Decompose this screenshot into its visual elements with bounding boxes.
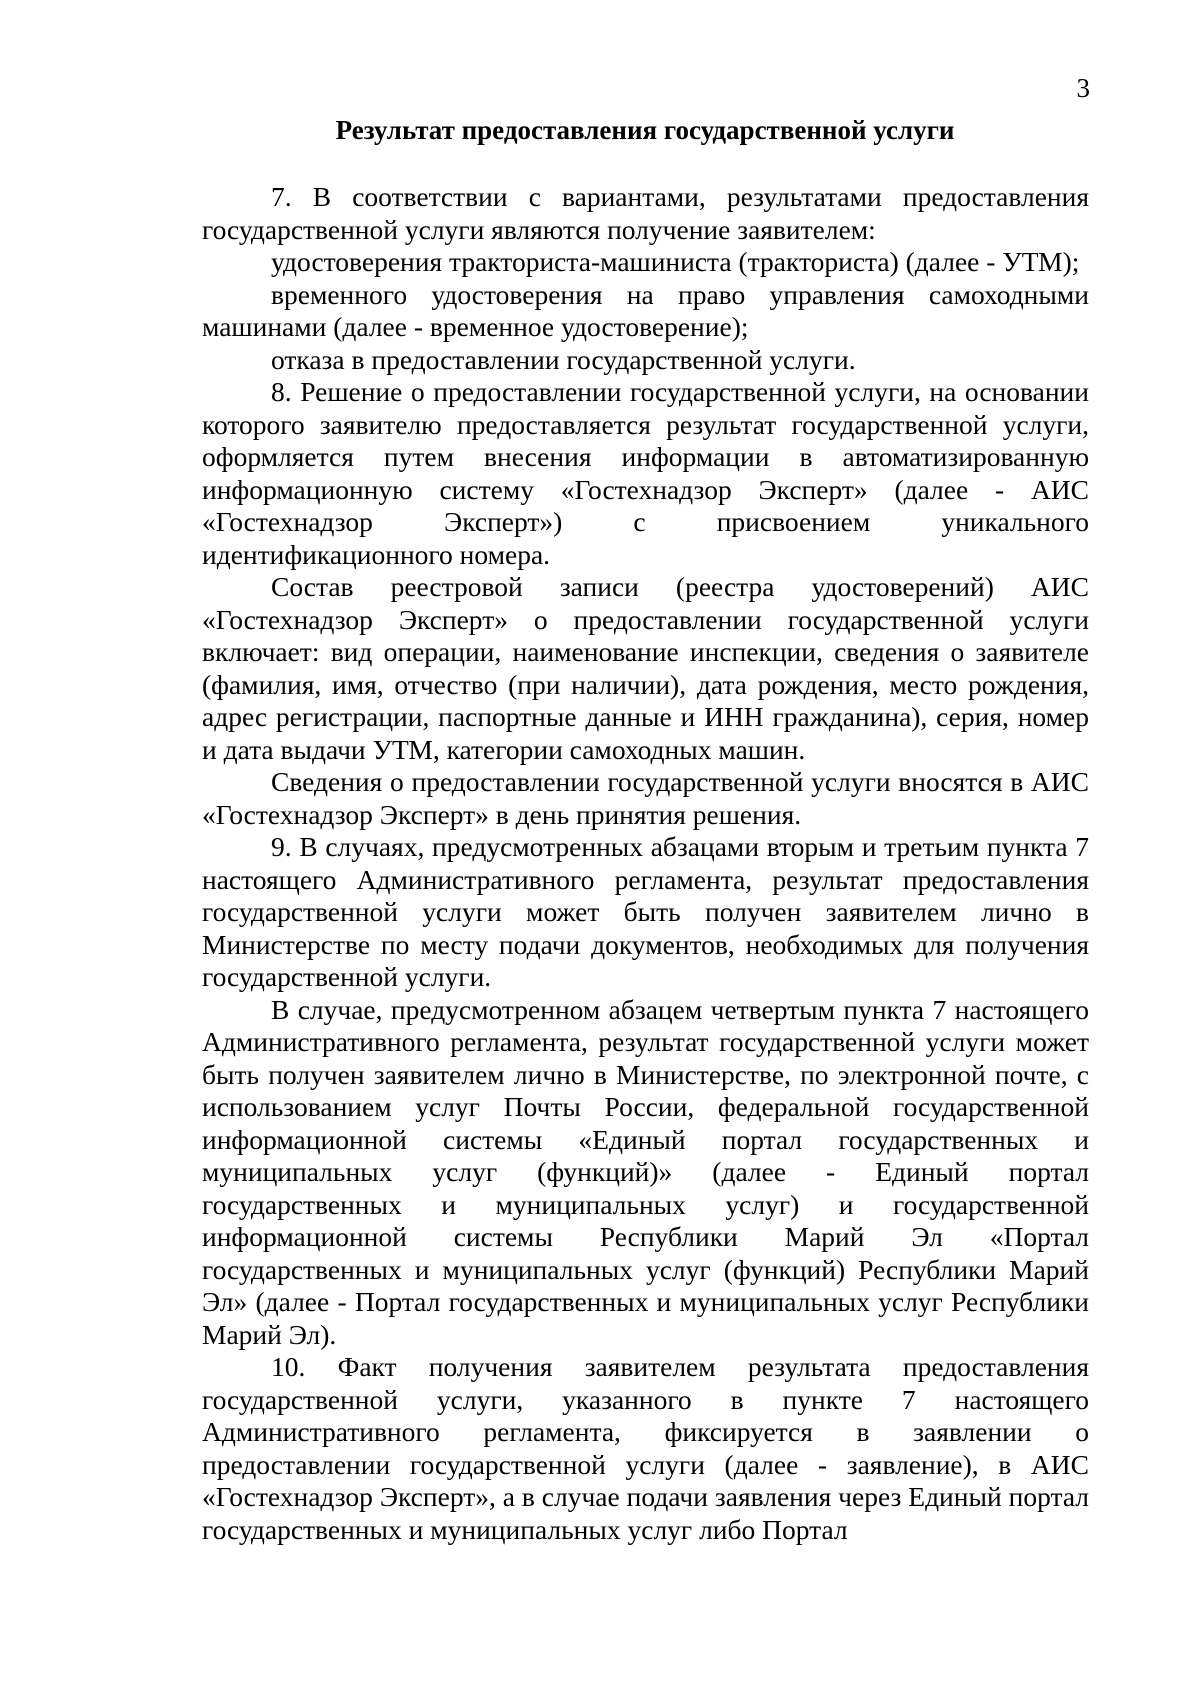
page-number: 3: [1076, 73, 1090, 103]
paragraph-registry-record: Состав реестровой записи (реестра удостоверений) АИС «Гостехнадзор Эксперт» о предоставлении государственной услуги включает: вид операции, наименование инспекции, сведения о заявителе (фамилия, имя, отчество (при наличии), дата рождения, место рождения, адрес регистрации, паспортные данные и ИНН гражданина), серия, номер и дата выдачи УТМ, категории самоходных машин.: [202, 571, 1089, 765]
section-title: Результат предоставления государственной услуги: [335, 115, 955, 145]
paragraph-item-10: 10. Факт получения заявителем результата предоставления государственной услуги, указанного в пункте 7 настоящего Административного регламента, фиксируется в заявлении о предоставлении государственной услуги (далее - заявление), в АИС «Гостехнадзор Эксперт», а в случае подачи заявления через Единый портал государственных и муниципальных услуг либо Портал: [202, 1351, 1089, 1545]
paragraph-refusal: отказа в предоставлении государственной услуги.: [271, 343, 856, 375]
paragraph-refusal-delivery: В случае, предусмотренном абзацем четвертым пункта 7 настоящего Административного регламента, результат государственной услуги может быть получен заявителем лично в Министерстве, по электронной почте, с использованием услуг Почты России, федеральной государственной информационной системы «Единый портал государственных и муниципальных услуг (функций)» (далее - Единый портал государственных и муниципальных услуг) и государственной информационной системы Республики Марий Эл «Портал государственных и муниципальных услуг (функций) Республики Марий Эл» (далее - Портал государственных и муниципальных услуг Республики Марий Эл).: [202, 993, 1089, 1350]
paragraph-temporary-certificate: временного удостоверения на право управления самоходными машинами (далее - временное удостоверение);: [202, 278, 1089, 342]
paragraph-registry-entry-date: Сведения о предоставлении государственной услуги вносятся в АИС «Гостехнадзор Эксперт» в день принятия решения.: [202, 766, 1089, 830]
paragraph-item-9: 9. В случаях, предусмотренных абзацами вторым и третьим пункта 7 настоящего Административного регламента, результат предоставления государственной услуги может быть получен заявителем лично в Министерстве по месту подачи документов, необходимых для получения государственной услуги.: [202, 831, 1089, 992]
paragraph-item-7: 7. В соответствии с вариантами, результатами предоставления государственной услуги являются получение заявителем:: [202, 181, 1089, 245]
paragraph-utm: удостоверения тракториста-машиниста (тракториста) (далее - УТМ);: [271, 246, 1080, 277]
body-text: [202, 181, 1089, 1546]
paragraph-item-8: 8. Решение о предоставлении государственной услуги, на основании которого заявителю предоставляется результат государственной услуги, оформляется путем внесения информации в автоматизированную информационную систему «Гостехнадзор Эксперт» (далее - АИС «Гостехнадзор Эксперт») с присвоением уникального идентификационного номера.: [202, 376, 1089, 570]
